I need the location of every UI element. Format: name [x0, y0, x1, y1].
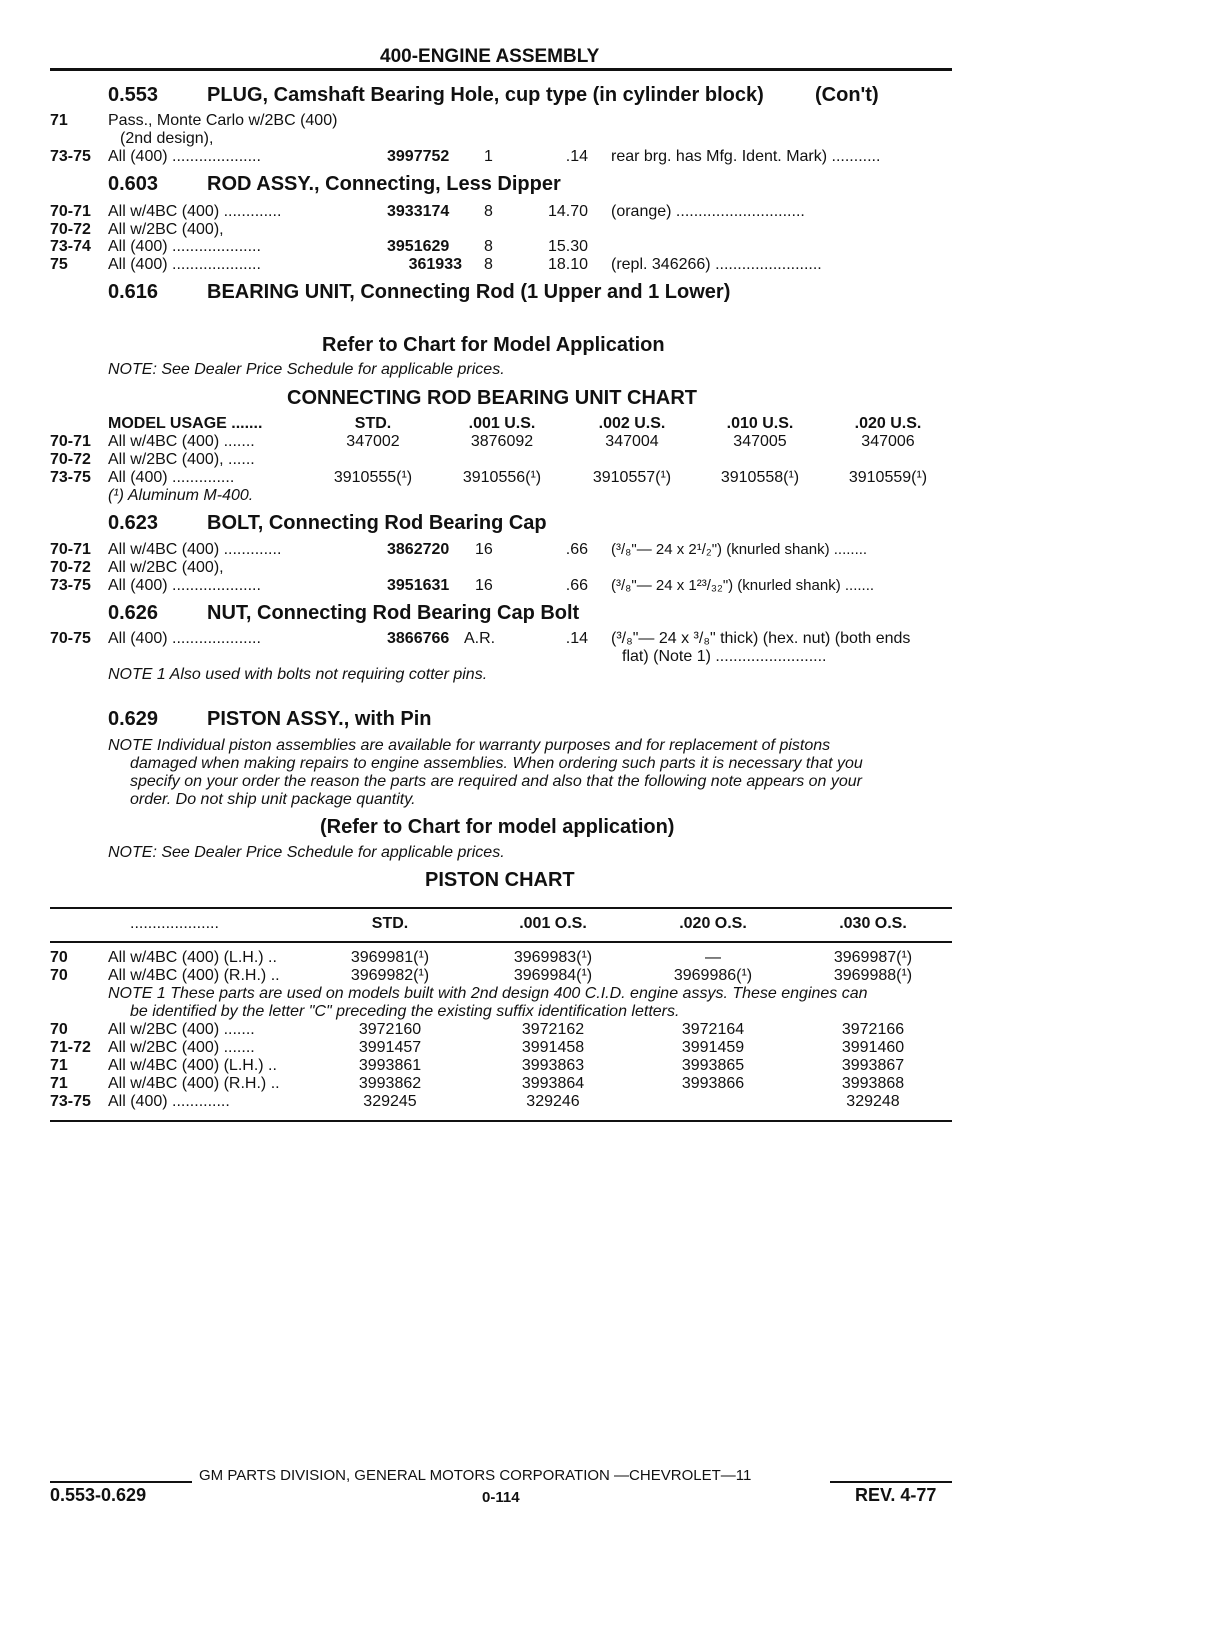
refer-heading: (Refer to Chart for model application) — [320, 816, 675, 838]
price: .66 — [565, 541, 588, 558]
table-cell: 3972164 — [681, 1021, 745, 1038]
model-desc: All (400) .................... — [108, 256, 261, 273]
table-cell: 3993865 — [681, 1057, 745, 1074]
section-title-623: BOLT, Connecting Rod Bearing Cap — [207, 512, 547, 534]
year: 70-72 — [50, 559, 91, 576]
price: 14.70 — [547, 203, 588, 220]
model-desc: All w/4BC (400) (L.H.) .. — [108, 949, 277, 966]
year: 75 — [50, 256, 68, 273]
note: (³/₈"— 24 x 1²³/₃₂") (knurled shank) ....... — [611, 577, 875, 594]
year: 71 — [50, 1057, 68, 1074]
year: 70 — [50, 967, 68, 984]
table-cell: 3969986(¹) — [673, 967, 753, 984]
col-header: .001 O.S. — [519, 915, 587, 932]
year: 73-75 — [50, 577, 91, 594]
chart-title-bearing: CONNECTING ROD BEARING UNIT CHART — [287, 387, 697, 409]
section-code-623: 0.623 — [108, 512, 159, 534]
header-rule — [50, 68, 952, 71]
table-cell: 347004 — [605, 433, 659, 450]
section-code-553: 0.553 — [108, 84, 159, 106]
col-header: STD. — [371, 915, 409, 932]
chart-note: NOTE 1 These parts are used on models built with 2nd design 400 C.I.D. engine assys. These engines can — [108, 985, 868, 1002]
table-cell: 3993862 — [358, 1075, 422, 1092]
year: 71 — [50, 112, 68, 129]
model-desc: All w/2BC (400) ....... — [108, 1039, 255, 1056]
quantity: 8 — [484, 256, 493, 273]
table-cell: 347006 — [861, 433, 915, 450]
table-cell: 3993864 — [521, 1075, 585, 1092]
table-cell: 3991460 — [841, 1039, 905, 1056]
price: .14 — [565, 148, 588, 165]
note: (³/₈"— 24 x 2¹/₂") (knurled shank) ........ — [611, 541, 868, 558]
col-header: .................... — [130, 915, 219, 932]
table-cell: 347002 — [346, 433, 400, 450]
page-title: 400-ENGINE ASSEMBLY — [380, 46, 600, 67]
quantity: 8 — [484, 238, 493, 255]
table-cell: 3876092 — [470, 433, 534, 450]
table-cell: 3991457 — [358, 1039, 422, 1056]
model-desc: All w/2BC (400), — [108, 221, 224, 238]
quantity: 8 — [484, 203, 493, 220]
year: 70 — [50, 949, 68, 966]
chart-top-rule — [50, 907, 952, 909]
year: 70-72 — [50, 451, 91, 468]
col-header: .020 U.S. — [854, 415, 922, 432]
table-cell: 3972162 — [521, 1021, 585, 1038]
table-cell: 3969983(¹) — [513, 949, 593, 966]
model-desc: All (400) .................... — [108, 148, 261, 165]
table-cell: 3991458 — [521, 1039, 585, 1056]
price: .14 — [565, 630, 588, 647]
model-desc: All w/2BC (400), ...... — [108, 451, 255, 468]
year: 71-72 — [50, 1039, 91, 1056]
quantity: 16 — [475, 541, 493, 558]
table-cell: 3993867 — [841, 1057, 905, 1074]
part-number: 3997752 — [387, 148, 450, 165]
col-header: .020 O.S. — [679, 915, 747, 932]
section-title-616: BEARING UNIT, Connecting Rod (1 Upper and 1 Lower) — [207, 281, 731, 303]
quantity: 1 — [484, 148, 493, 165]
section-title-626: NUT, Connecting Rod Bearing Cap Bolt — [207, 602, 580, 624]
footnote: NOTE 1 Also used with bolts not requiring cotter pins. — [108, 666, 488, 683]
part-number: 361933 — [408, 256, 462, 273]
model-desc: All w/4BC (400) (R.H.) .. — [108, 1075, 280, 1092]
year: 70 — [50, 1021, 68, 1038]
note-paragraph: specify on your order the reason the parts are required and also that the following note appears on your — [130, 773, 863, 790]
col-header: .002 U.S. — [598, 415, 666, 432]
footer-page-number: 0-114 — [482, 1489, 520, 1506]
section-title-629: PISTON ASSY., with Pin — [207, 708, 432, 730]
model-desc: Pass., Monte Carlo w/2BC (400) — [108, 112, 338, 129]
col-header: .030 O.S. — [839, 915, 907, 932]
section-cont-553: (Con't) — [815, 84, 879, 106]
year: 73-74 — [50, 238, 91, 255]
model-desc: All w/2BC (400), — [108, 559, 224, 576]
section-code-626: 0.626 — [108, 602, 159, 624]
table-cell: 3969982(¹) — [350, 967, 430, 984]
note: (repl. 346266) ........................ — [611, 256, 822, 273]
model-desc: All (400) .................... — [108, 238, 261, 255]
table-cell: 3993863 — [521, 1057, 585, 1074]
footer-rule-left — [50, 1481, 192, 1483]
note-paragraph: damaged when making repairs to engine assemblies. When ordering such parts it is necessary that you — [130, 755, 863, 772]
part-number: 3933174 — [387, 203, 450, 220]
model-desc: All w/4BC (400) (R.H.) .. — [108, 967, 280, 984]
model-desc: All w/2BC (400) ....... — [108, 1021, 255, 1038]
note: (orange) ............................. — [611, 203, 805, 220]
col-header: STD. — [354, 415, 392, 432]
note-paragraph: NOTE Individual piston assemblies are available for warranty purposes and for replacement of pistons — [108, 737, 831, 754]
table-cell: 3910558(¹) — [720, 469, 800, 486]
col-header: .001 U.S. — [468, 415, 536, 432]
footer-rule-right — [830, 1481, 952, 1483]
chart-bottom-rule — [50, 1120, 952, 1122]
model-desc: All (400) ............. — [108, 1093, 230, 1110]
section-code-616: 0.616 — [108, 281, 159, 303]
price: .66 — [565, 577, 588, 594]
model-desc: All w/4BC (400) ............. — [108, 203, 282, 220]
table-cell: 3993868 — [841, 1075, 905, 1092]
table-cell: 3991459 — [681, 1039, 745, 1056]
table-cell: 3993866 — [681, 1075, 745, 1092]
year: 70-71 — [50, 433, 91, 450]
price: 18.10 — [547, 256, 588, 273]
section-code-603: 0.603 — [108, 173, 159, 195]
year: 70-75 — [50, 630, 91, 647]
part-number: 3862720 — [387, 541, 450, 558]
table-cell: 3910559(¹) — [848, 469, 928, 486]
note: flat) (Note 1) ......................... — [622, 648, 827, 665]
table-cell: 3972166 — [841, 1021, 905, 1038]
note: rear brg. has Mfg. Ident. Mark) ........... — [611, 148, 881, 165]
col-header: .010 U.S. — [726, 415, 794, 432]
year: 73-75 — [50, 1093, 91, 1110]
chart-note: be identified by the letter "C" preceding the existing suffix identification letters. — [130, 1003, 680, 1020]
refer-heading: Refer to Chart for Model Application — [322, 334, 665, 356]
year: 70-71 — [50, 203, 91, 220]
price-note: NOTE: See Dealer Price Schedule for applicable prices. — [108, 844, 505, 861]
col-header: MODEL USAGE ....... — [108, 415, 263, 432]
year: 71 — [50, 1075, 68, 1092]
footer-division: GM PARTS DIVISION, GENERAL MOTORS CORPORATION —CHEVROLET—11 — [199, 1467, 752, 1484]
year: 73-75 — [50, 469, 91, 486]
year: 73-75 — [50, 148, 91, 165]
part-number: 3951631 — [387, 577, 450, 594]
table-cell: 3993861 — [358, 1057, 422, 1074]
model-desc: (2nd design), — [120, 130, 214, 147]
section-code-629: 0.629 — [108, 708, 159, 730]
model-desc: All (400) .................... — [108, 630, 261, 647]
table-cell: 3969987(¹) — [833, 949, 913, 966]
part-number: 3951629 — [387, 238, 450, 255]
table-cell: 329246 — [526, 1093, 580, 1110]
part-number: 3866766 — [387, 630, 450, 647]
table-cell: 347005 — [733, 433, 787, 450]
chart-title-piston: PISTON CHART — [425, 869, 575, 891]
footnote: (¹) Aluminum M-400. — [108, 487, 254, 504]
table-cell: 3910557(¹) — [592, 469, 672, 486]
note-paragraph: order. Do not ship unit package quantity. — [130, 791, 416, 808]
table-cell: 3972160 — [358, 1021, 422, 1038]
table-cell: 329245 — [363, 1093, 417, 1110]
table-cell: 329248 — [846, 1093, 900, 1110]
table-cell: 3910555(¹) — [333, 469, 413, 486]
model-desc: All (400) .............. — [108, 469, 235, 486]
model-desc: All w/4BC (400) (L.H.) .. — [108, 1057, 277, 1074]
footer-section-range: 0.553-0.629 — [50, 1485, 147, 1505]
chart-header-rule — [50, 941, 952, 943]
table-cell: 3910556(¹) — [462, 469, 542, 486]
note: (³/₈"— 24 x ³/₈" thick) (hex. nut) (both ends — [611, 630, 911, 647]
section-title-603: ROD ASSY., Connecting, Less Dipper — [207, 173, 561, 195]
price: 15.30 — [547, 238, 588, 255]
table-cell: 3969981(¹) — [350, 949, 430, 966]
year: 70-72 — [50, 221, 91, 238]
year: 70-71 — [50, 541, 91, 558]
quantity: A.R. — [464, 630, 496, 647]
model-desc: All (400) .................... — [108, 577, 261, 594]
section-title-553: PLUG, Camshaft Bearing Hole, cup type (in cylinder block) — [207, 84, 764, 106]
table-cell: — — [705, 949, 721, 966]
model-desc: All w/4BC (400) ....... — [108, 433, 255, 450]
price-note: NOTE: See Dealer Price Schedule for applicable prices. — [108, 361, 505, 378]
footer-revision: REV. 4-77 — [855, 1485, 937, 1505]
quantity: 16 — [475, 577, 493, 594]
model-desc: All w/4BC (400) ............. — [108, 541, 282, 558]
table-cell: 3969984(¹) — [513, 967, 593, 984]
table-cell: 3969988(¹) — [833, 967, 913, 984]
